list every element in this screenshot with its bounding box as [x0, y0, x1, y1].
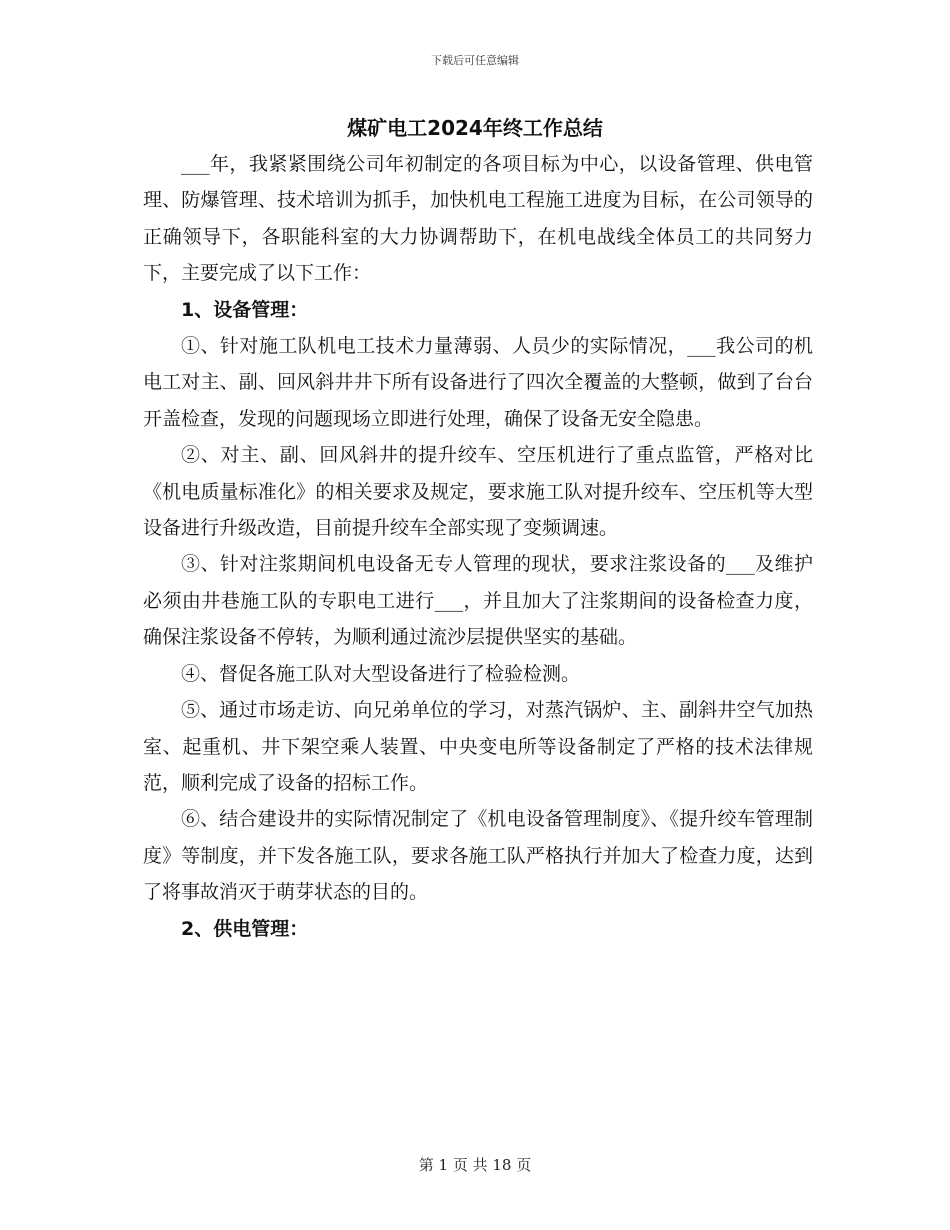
list-item: ⑤、通过市场走访、向兄弟单位的学习，对蒸汽锅炉、主、副斜井空气加热室、起重机、井下架空乘人装置、中央变电所等设备制定了严格的技术法律规范，顺利完成了设备的招标工作。: [143, 699, 813, 794]
document-title: 煤矿电工2024年终工作总结: [347, 116, 603, 140]
list-item: ①、针对施工队机电工技术力量薄弱、人员少的实际情况，___我公司的机电工对主、副、回风斜井井下所有设备进行了四次全覆盖的大整顿，做到了台台开盖检查，发现的问题现场立即进行处理，确保了设备无安全隐患。: [143, 335, 813, 430]
document-body: [143, 146, 813, 947]
list-item: ③、针对注浆期间机电设备无专人管理的现状，要求注浆设备的___及维护必须由井巷施工队的专职电工进行___，并且加大了注浆期间的设备检查力度，确保注浆设备不停转，为顺利通过流沙层提供坚实的基础。: [143, 553, 813, 649]
intro-paragraph: ___年，我紧紧围绕公司年初制定的各项目标为中心，以设备管理、供电管理、防爆管理、技术培训为抓手，加快机电工程施工进度为目标，在公司领导的正确领导下，各职能科室的大力协调帮助下，在机电战线全体员工的共同努力下，主要完成了以下工作：: [143, 153, 813, 285]
list-item: ④、督促各施工队对大型设备进行了检验检测。: [181, 662, 581, 685]
list-item: ②、对主、副、回风斜井的提升绞车、空压机进行了重点监管，严格对比《机电质量标准化》的相关要求及规定，要求施工队对提升绞车、空压机等大型设备进行升级改造，目前提升绞车全部实现了变频调速。: [143, 444, 813, 540]
page-number: 第 1 页 共 18 页: [418, 1156, 532, 1174]
section-heading-equipment: 1、设备管理：: [181, 298, 309, 321]
section-heading-power: 2、供电管理：: [181, 917, 309, 940]
page-header-note: 下载后可任意编辑: [431, 54, 519, 67]
list-item: ⑥、结合建设井的实际情况制定了《机电设备管理制度》、《提升绞车管理制度》等制度，并下发各施工队，要求各施工队严格执行并加大了检查力度，达到了将事故消灭于萌芽状态的目的。: [143, 808, 813, 904]
